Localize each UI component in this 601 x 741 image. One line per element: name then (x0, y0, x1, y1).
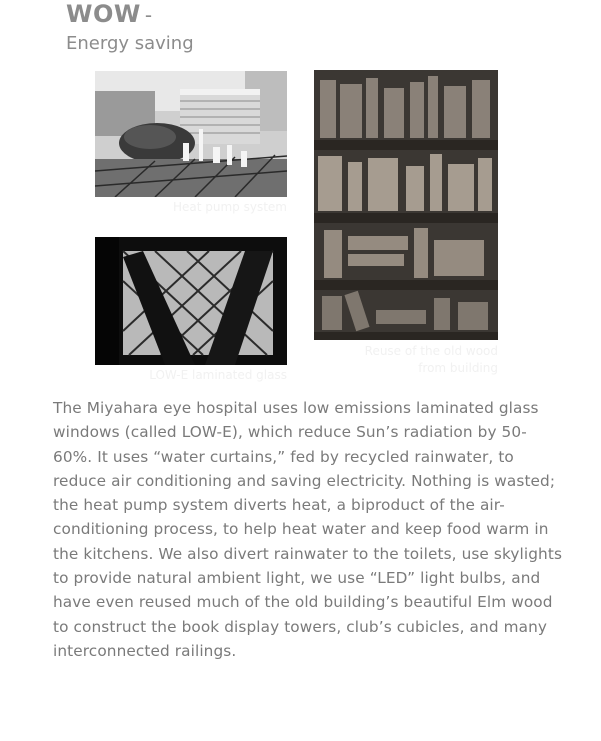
body-paragraph: The Miyahara eye hospital uses low emissions laminated glass windows (called LOW-E), which reduce Sun’s radiation by 50-60%. It uses “water curtains,” fed by recycled rainwater, to reduce air conditioning and saving electricity. Nothing is wasted; the heat pump system diverts heat, a biproduct of the air-conditioning process, to help heat water and keep food warm in the kitchens. We also divert rainwater to the toilets, use skylights to provide natural ambient light, we use “LED” light bulbs, and have even reused much of the old building’s beautiful Elm wood to construct the book display towers, club’s cubicles, and many interconnected railings. (53, 399, 563, 660)
heat-pump-photo (95, 71, 287, 197)
old-wood-caption-line1: Reuse of the old wood (364, 344, 498, 358)
low-e-glass-photo (95, 237, 287, 365)
page-title: WOW (66, 0, 141, 28)
low-e-glass-caption: LOW-E laminated glass (149, 368, 287, 382)
old-wood-photo (314, 70, 498, 340)
old-wood-caption (314, 343, 498, 377)
old-wood-caption-line2: from building (418, 361, 498, 375)
page-subtitle: Energy saving (66, 33, 194, 54)
title-row (66, 0, 152, 28)
title-dash: - (144, 3, 153, 27)
heat-pump-caption: Heat pump system (172, 200, 287, 214)
